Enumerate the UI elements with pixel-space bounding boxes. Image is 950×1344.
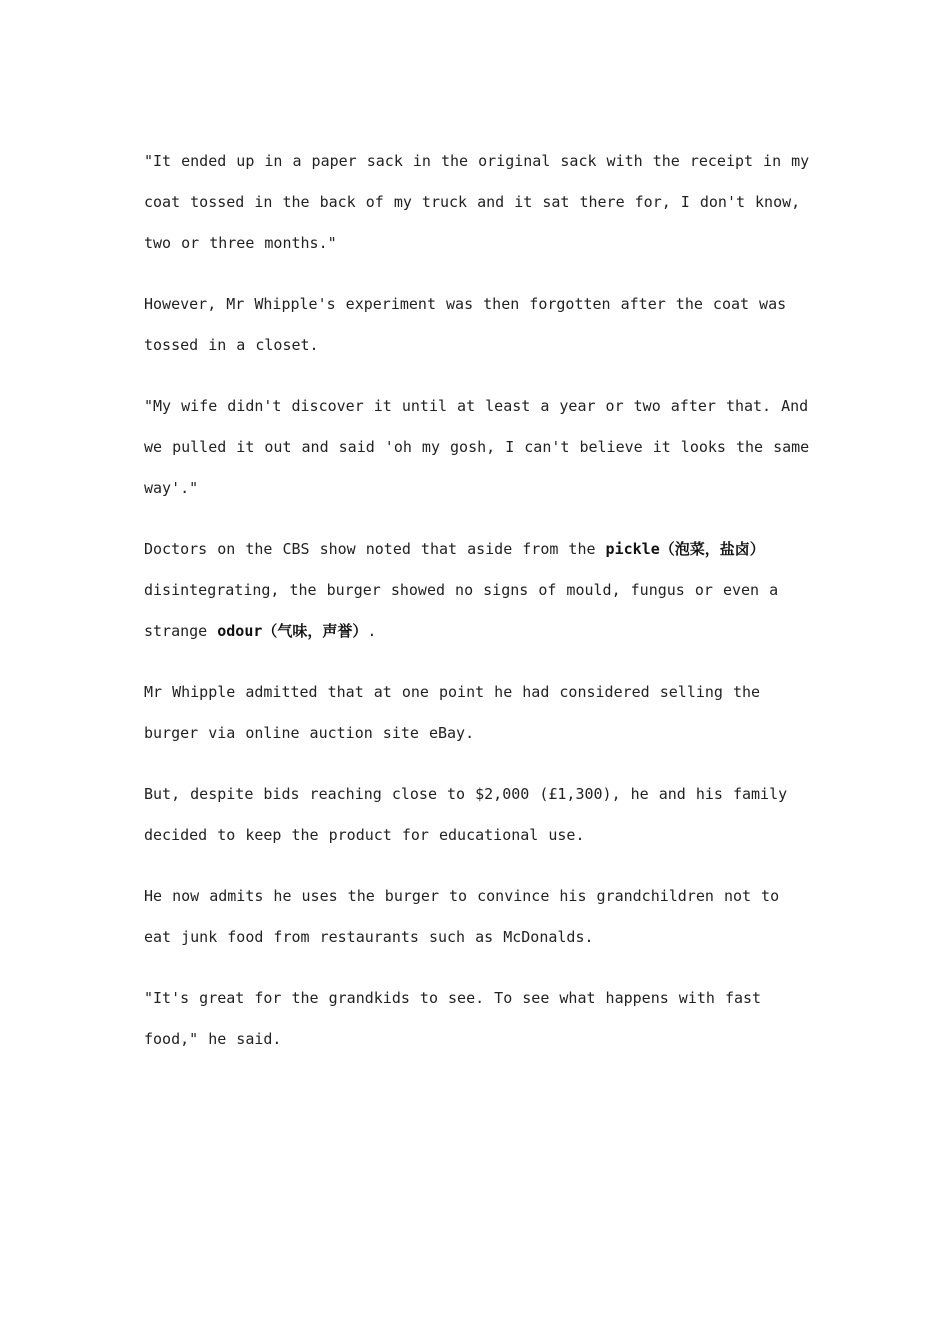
paragraph-text: "It ended up in a paper sack in the original sack with the receipt in my coat tossed in the back of my truck and it sat there for, I don't know, two or three months." (144, 152, 810, 252)
paragraph-text-middle: disintegrating, the burger showed no signs of mould, fungus or even a strange (144, 581, 779, 640)
paragraph-text: "It's great for the grandkids to see. To see what happens with fast food," he said. (144, 989, 762, 1048)
vocab-term-pickle: pickle（泡菜，盐卤） (605, 540, 765, 558)
paragraph-bids (144, 774, 816, 856)
paragraph-text: "My wife didn't discover it until at least a year or two after that. And we pulled it out and said 'oh my gosh, I can't believe it looks the same way'." (144, 397, 810, 497)
paragraph-doctors-cbs (144, 529, 816, 652)
paragraph-text: But, despite bids reaching close to $2,000 (£1,300), he and his family decided to keep the product for educational use. (144, 785, 788, 844)
paragraph-quote-grandkids (144, 978, 816, 1060)
paragraph-experiment-forgotten (144, 284, 816, 366)
paragraph-quote-paper-sack (144, 141, 816, 264)
paragraph-text-after: . (367, 622, 377, 640)
paragraph-text: However, Mr Whipple's experiment was then forgotten after the coat was tossed in a closet. (144, 295, 787, 354)
paragraph-text: He now admits he uses the burger to convince his grandchildren not to eat junk food from restaurants such as McDonalds. (144, 887, 780, 946)
paragraph-grandchildren (144, 876, 816, 958)
paragraph-text: Mr Whipple admitted that at one point he had considered selling the burger via online auction site eBay. (144, 683, 761, 742)
paragraph-quote-wife (144, 386, 816, 509)
vocab-term-odour: odour（气味，声誉） (217, 622, 368, 640)
paragraph-text-before: Doctors on the CBS show noted that aside from the (144, 540, 606, 558)
article-body (144, 141, 816, 1080)
paragraph-ebay (144, 672, 816, 754)
